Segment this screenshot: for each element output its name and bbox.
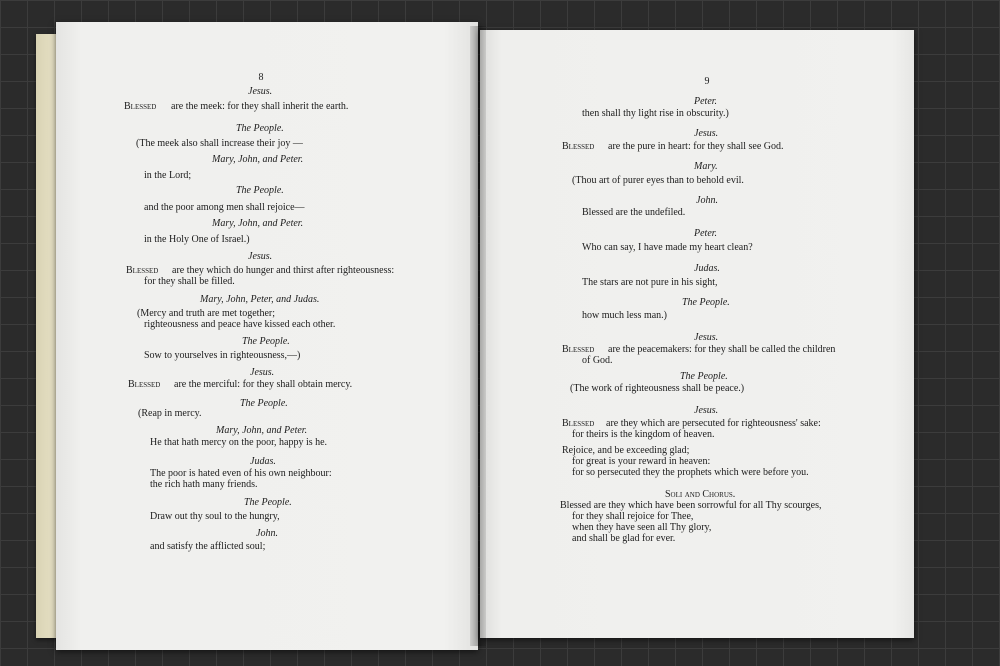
verse-line: are they which are persecuted for righteousness' sake: xyxy=(606,418,821,429)
verse-line: in the Holy One of Israel.) xyxy=(144,234,250,245)
verse-line: for great is your reward in heaven: xyxy=(572,456,711,467)
verse-line: The stars are not pure in his sight, xyxy=(582,277,718,288)
verse-line: Blessed are the undefiled. xyxy=(582,207,686,218)
verse-line: in the Lord; xyxy=(144,170,192,181)
verse-line: for they shall be filled. xyxy=(144,276,235,287)
verse-line: the rich hath many friends. xyxy=(150,479,258,490)
verse-line: and the poor among men shall rejoice— xyxy=(144,202,305,213)
verse-lead-word: Blessed xyxy=(126,265,159,276)
speaker-heading: Jesus. xyxy=(694,405,719,416)
verse-lead-word: Blessed xyxy=(562,418,595,429)
verse-line: then shall thy light rise in obscurity.) xyxy=(582,108,729,119)
verse-lead-word: Blessed xyxy=(562,344,595,355)
speaker-heading: The People. xyxy=(242,336,290,347)
speaker-heading: John. xyxy=(696,195,718,206)
speaker-heading: Jesus. xyxy=(248,251,273,262)
page-number: 9 xyxy=(704,76,710,87)
book-gutter-shadow xyxy=(470,26,486,646)
speaker-heading: Mary, John, Peter, and Judas. xyxy=(200,294,320,305)
verse-line: for they shall rejoice for Thee, xyxy=(572,511,694,522)
verse-line: are the meek: for they shall inherit the earth. xyxy=(171,101,349,112)
verse-line: (The work of righteousness shall be peace.) xyxy=(570,383,745,394)
speaker-heading: The People. xyxy=(682,297,730,308)
verse-line: are the peacemakers: for they shall be called the children xyxy=(608,344,836,355)
speaker-heading: Mary, John, and Peter. xyxy=(212,218,304,229)
speaker-heading: Mary. xyxy=(694,161,718,172)
verse-line: (The meek also shall increase their joy — xyxy=(136,138,303,149)
verse-lead-word: Blessed xyxy=(128,379,161,390)
verse-line: for theirs is the kingdom of heaven. xyxy=(572,429,715,440)
speaker-heading: The People. xyxy=(244,497,292,508)
speaker-heading: The People. xyxy=(236,123,284,134)
verse-line: of God. xyxy=(582,355,613,366)
speaker-heading: The People. xyxy=(240,398,288,409)
verse-line: (Mercy and truth are met together; xyxy=(137,308,275,319)
speaker-heading: The People. xyxy=(236,185,284,196)
speaker-heading: Jesus. xyxy=(248,86,273,97)
speaker-heading: Judas. xyxy=(694,263,720,274)
verse-line: Sow to yourselves in righteousness,—) xyxy=(144,350,301,361)
speaker-heading: Mary, John, and Peter. xyxy=(212,154,304,165)
section-heading: Soli and Chorus. xyxy=(665,489,736,500)
verse-line: (Reap in mercy. xyxy=(138,408,202,419)
page-number: 8 xyxy=(258,72,264,83)
verse-line: are they which do hunger and thirst after righteousness: xyxy=(172,265,395,276)
verse-line: for so persecuted they the prophets which were before you. xyxy=(572,467,809,478)
speaker-heading: Jesus. xyxy=(250,367,275,378)
verse-line: righteousness and peace have kissed each other. xyxy=(144,319,336,330)
verse-line: when they have seen all Thy glory, xyxy=(572,522,712,533)
verse-lead-word: Blessed xyxy=(124,101,157,112)
verse-line: Draw out thy soul to the hungry, xyxy=(150,511,280,522)
speaker-heading: John. xyxy=(256,528,278,539)
verse-line: Who can say, I have made my heart clean? xyxy=(582,242,753,253)
speaker-heading: Mary, John, and Peter. xyxy=(216,425,308,436)
verse-line: (Thou art of purer eyes than to behold evil. xyxy=(572,175,744,186)
speaker-heading: Peter. xyxy=(694,96,718,107)
verse-line: Blessed are they which have been sorrowful for all Thy scourges, xyxy=(560,500,822,511)
speaker-heading: Jesus. xyxy=(694,128,719,139)
verse-lead-word: Blessed xyxy=(562,141,595,152)
verse-line: are the pure in heart: for they shall see God. xyxy=(608,141,784,152)
verse-line: The poor is hated even of his own neighbour: xyxy=(150,468,332,479)
verse-line: Rejoice, and be exceeding glad; xyxy=(562,445,690,456)
verse-line: and satisfy the afflicted soul; xyxy=(150,541,266,552)
verse-line: how much less man.) xyxy=(582,310,667,321)
speaker-heading: The People. xyxy=(680,371,728,382)
speaker-heading: Jesus. xyxy=(694,332,719,343)
speaker-heading: Peter. xyxy=(694,228,718,239)
verse-line: and shall be glad for ever. xyxy=(572,533,676,544)
speaker-heading: Judas. xyxy=(250,456,276,467)
verse-line: He that hath mercy on the poor, happy is he. xyxy=(150,437,328,448)
verse-line: are the merciful: for they shall obtain mercy. xyxy=(174,379,353,390)
